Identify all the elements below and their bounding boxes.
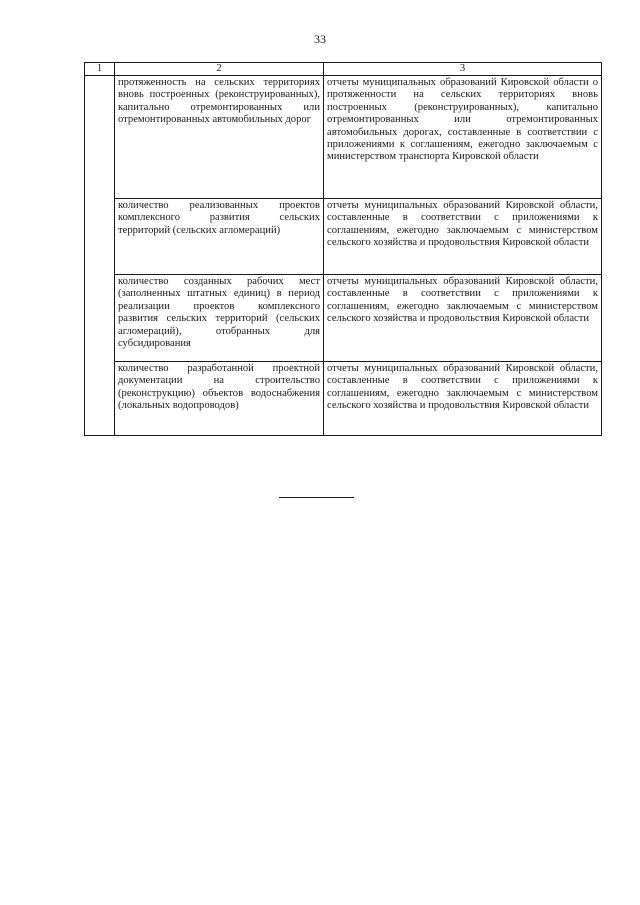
end-of-document-rule [279, 497, 354, 498]
row-number-cell [85, 275, 115, 362]
indicator-cell: количество разработанной проектной документации на строительство (реконструкцию) объектов водоснабжения (локальных водопроводов) [115, 362, 324, 436]
source-cell: отчеты муниципальных образований Кировской области о протяженности на сельских территориях вновь построенных (реконструированных), капитально отремонтированных или отремонтированных автомобильных дорогах, составленные в соответствии с приложениями к соглашениям, ежегодно заключаемым с министерством транспорта Кировской области [324, 76, 602, 199]
table-row [85, 76, 602, 199]
page-number: 33 [314, 32, 326, 46]
row-number-cell [85, 76, 115, 199]
indicator-cell: количество созданных рабочих мест (заполненных штатных единиц) в период реализации проектов комплексного развития сельских территорий (сельских агломераций), отобранных для субсидирования [115, 275, 324, 362]
table-row [85, 199, 602, 275]
indicator-cell: количество реализованных проектов комплексного развития сельских территорий (сельских агломераций) [115, 199, 324, 275]
table-row [85, 362, 602, 436]
indicator-cell: протяженность на сельских территориях вновь построенных (реконструированных), капитально отремонтированных или отремонтированных автомобильных дорог [115, 76, 324, 199]
source-cell: отчеты муниципальных образований Кировской области, составленные в соответствии с приложениями к соглашениям, ежегодно заключаемым с министерством сельского хозяйства и продовольствия Кировской области [324, 275, 602, 362]
source-cell: отчеты муниципальных образований Кировской области, составленные в соответствии с приложениями к соглашениям, ежегодно заключаемым с министерством сельского хозяйства и продовольствия Кировской области [324, 199, 602, 275]
row-number-cell [85, 362, 115, 436]
table-header-row [85, 63, 602, 76]
column-header-3: 3 [324, 63, 602, 76]
source-cell: отчеты муниципальных образований Кировской области, составленные в соответствии с приложениями к соглашениям, ежегодно заключаемым с министерством сельского хозяйства и продовольствия Кировской области [324, 362, 602, 436]
column-header-2: 2 [115, 63, 324, 76]
row-number-cell [85, 199, 115, 275]
column-header-1: 1 [85, 63, 115, 76]
table-row [85, 275, 602, 362]
indicators-table [84, 62, 602, 436]
